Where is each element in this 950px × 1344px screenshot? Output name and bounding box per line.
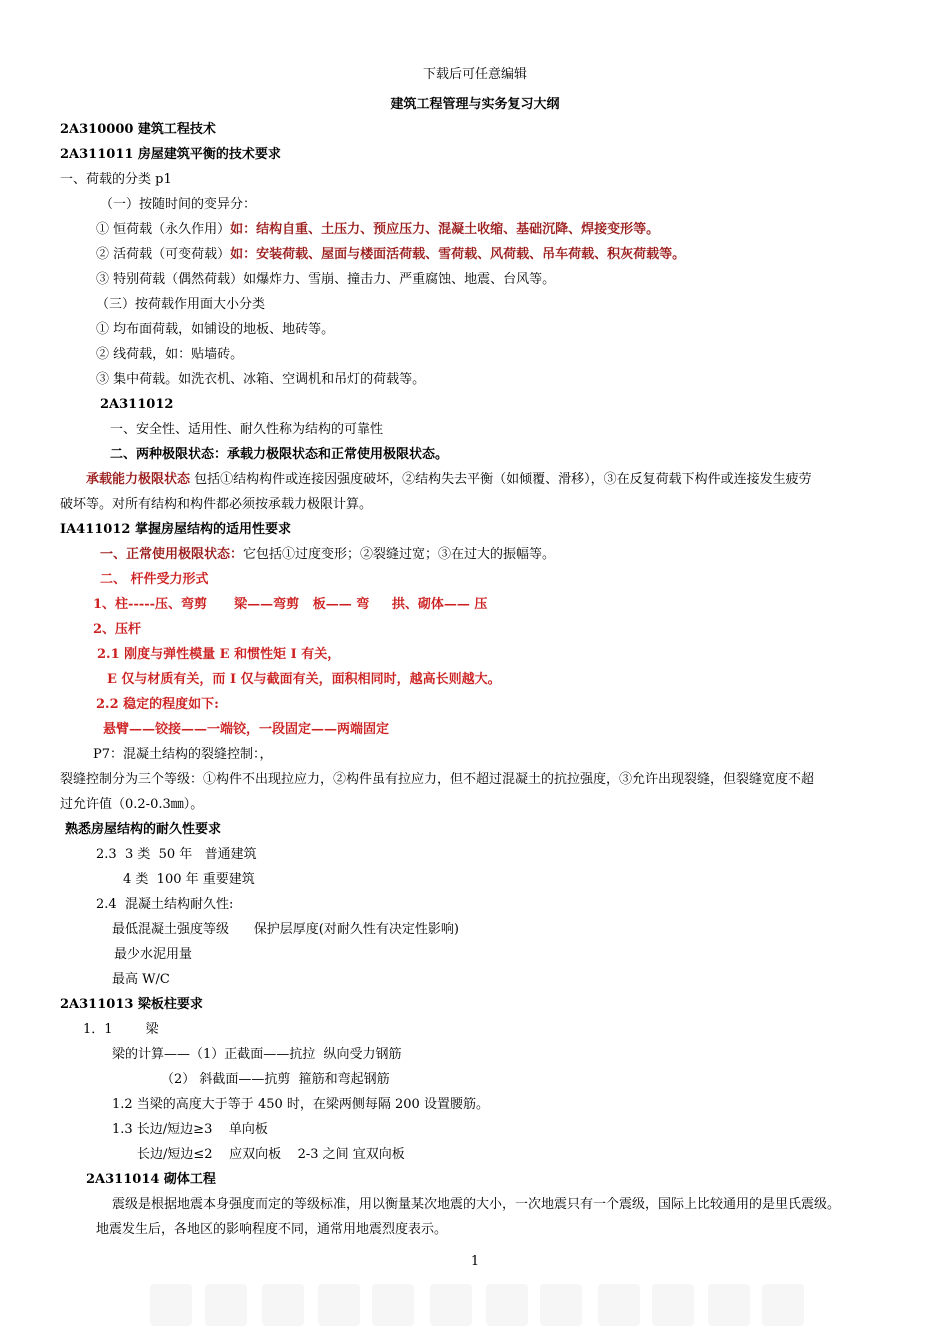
highlight-text: 一、正常使用极限状态： <box>100 547 244 562</box>
text-line: 震级是根据地震本身强度而定的等级标准，用以衡量某次地震的大小，一次地震只有一个震级，国际上比较通用的是里氏震级。 <box>112 1197 841 1212</box>
highlight-text: 如：结构自重、土压力、预应压力、混凝土收缩、基础沉降、焊接变形等。 <box>230 222 660 237</box>
highlight-line: 2.1 刚度与弹性模量 E 和惯性矩 I 有关， <box>97 647 341 662</box>
text-line: 2.4 混凝土结构耐久性: <box>96 897 234 912</box>
text-line <box>86 471 812 489</box>
text-line: 2.3 3 类 50 年 普通建筑 <box>96 847 257 862</box>
text-line: ③ 特别荷载（偶然荷载）如爆炸力、雪崩、撞击力、严重腐蚀、地震、台风等。 <box>96 272 556 287</box>
text-line: 过允许值（0.2-0.3㎜）。 <box>60 797 204 812</box>
section-heading: 2A311013 梁板柱要求 <box>60 997 203 1012</box>
section-heading: 2A311011 房屋建筑平衡的技术要求 <box>60 147 281 162</box>
highlight-line: 2、压杆 <box>93 622 142 637</box>
highlight-line: 悬臂——铰接——一端铰，一段固定——两端固定 <box>103 722 390 737</box>
text-line: （2） 斜截面——抗剪 箍筋和弯起钢筋 <box>161 1072 390 1087</box>
highlight-text: 承载能力极限状态 <box>86 472 191 487</box>
text-line: 1.3 长边/短边≥3 单向板 <box>112 1122 268 1137</box>
page-number: 1 <box>470 1254 480 1269</box>
highlight-line: 2.2 稳定的程度如下: <box>96 697 219 712</box>
section-heading: 2A311012 <box>100 397 174 412</box>
text-line: 裂缝控制分为三个等级：①构件不出现拉应力，②构件虽有拉应力，但不超过混凝土的抗拉强度，③允许出现裂缝，但裂缝宽度不超 <box>60 772 815 787</box>
text-line: ② 线荷载，如：贴墙砖。 <box>96 347 244 362</box>
text-line: 梁的计算——（1）正截面——抗拉 纵向受力钢筋 <box>112 1047 402 1062</box>
text-span: ① 恒荷载（永久作用） <box>96 222 231 237</box>
text-line: 1．1 梁 <box>83 1022 159 1037</box>
text-line <box>96 246 685 264</box>
text-line: 长边/短边≤2 应双向板 2-3 之间 宜双向板 <box>137 1147 405 1162</box>
text-line: 1.2 当梁的高度大于等于 450 时，在梁两侧每隔 200 设置腰筋。 <box>112 1097 489 1112</box>
document-title: 建筑工程管理与实务复习大纲 <box>390 97 560 112</box>
text-span: ② 活荷载（可变荷载） <box>96 247 231 262</box>
header-note: 下载后可任意编辑 <box>422 67 527 82</box>
text-line: ③ 集中荷载。如洗衣机、冰箱、空调机和吊灯的荷载等。 <box>96 372 426 387</box>
text-line: ① 均布面荷载，如铺设的地板、地砖等。 <box>96 322 335 337</box>
text-line: 一、安全性、适用性、耐久性称为结构的可靠性 <box>110 422 384 437</box>
text-line: 最高 W/C <box>112 972 170 987</box>
section-heading: 熟悉房屋结构的耐久性要求 <box>65 822 222 837</box>
text-span: 它包括①过度变形；②裂缝过宽；③在过大的振幅等。 <box>243 547 556 562</box>
highlight-line: E 仅与材质有关，而 I 仅与截面有关，面积相同时，越高长则越大。 <box>107 672 501 687</box>
text-line: 最低混凝土强度等级 保护层厚度(对耐久性有决定性影响) <box>112 922 459 937</box>
section-heading: IA411012 掌握房屋结构的适用性要求 <box>60 522 291 537</box>
text-line: （一）按随时间的变异分： <box>100 197 257 212</box>
text-line: 一、荷载的分类 p1 <box>60 172 172 187</box>
text-line: 破坏等。对所有结构和构件都必须按承载力极限计算。 <box>60 497 373 512</box>
text-line <box>96 221 659 239</box>
text-line <box>100 546 555 564</box>
text-line: 最少水泥用量 <box>114 947 193 962</box>
faded-watermark <box>0 1270 950 1344</box>
text-span: 包括①结构构件或连接因强度破坏，②结构失去平衡（如倾覆、滑移），③在反复荷载下构件或连接发生疲劳 <box>190 472 812 487</box>
highlight-line: 二、 杆件受力形式 <box>100 572 209 587</box>
text-line: 二、两种极限状态：承载力极限状态和正常使用极限状态。 <box>110 447 449 462</box>
section-heading: 2A310000 建筑工程技术 <box>60 122 216 137</box>
highlight-text: 如：安装荷载、屋面与楼面活荷载、雪荷载、风荷载、吊车荷载、积灰荷载等。 <box>230 247 686 262</box>
text-line: （三）按荷载作用面大小分类 <box>96 297 266 312</box>
highlight-line: 1、柱-----压、弯剪 梁——弯剪 板—— 弯 拱、砌体—— 压 <box>93 597 488 612</box>
text-line: 4 类 100 年 重要建筑 <box>123 872 255 887</box>
text-line: 地震发生后，各地区的影响程度不同，通常用地震烈度表示。 <box>96 1222 448 1237</box>
section-heading: 2A311014 砌体工程 <box>86 1172 216 1187</box>
text-line: P7：混凝土结构的裂缝控制：， <box>93 747 273 762</box>
